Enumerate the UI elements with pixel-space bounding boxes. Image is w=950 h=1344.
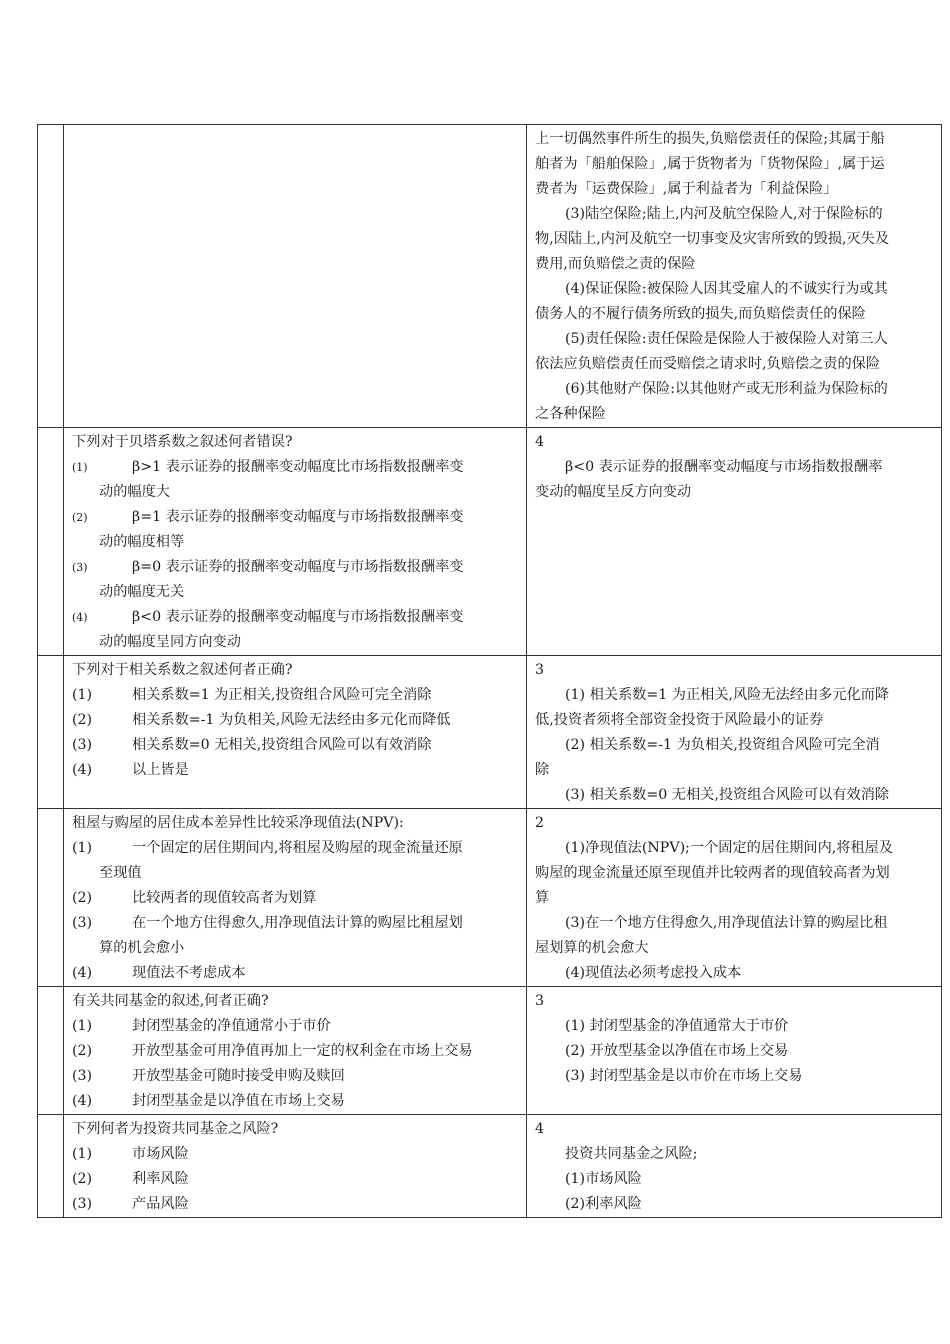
question-cell (64, 987, 527, 1115)
question-title: 租屋与购屋的居住成本差异性比较采净现值法(NPV): (72, 815, 404, 831)
answer-explanation-line: (2) 相关系数=-1 为负相关,投资组合风险可完全消 (565, 737, 880, 753)
question-cell (64, 1115, 527, 1218)
answer-number: 3 (535, 993, 545, 1009)
option-number: (1) (72, 1018, 93, 1034)
question-option (72, 1014, 518, 1039)
answer-explanation-line: (1) 相关系数=1 为正相关,风险无法经由多元化而降 (565, 687, 890, 703)
option-text: 相关系数=0 无相关,投资组合风险可以有效消除 (132, 737, 432, 753)
question-option (72, 836, 518, 886)
option-text-continued: 动的幅度相等 (99, 534, 185, 550)
option-number: (4) (72, 611, 88, 624)
row-index-cell (38, 1115, 64, 1218)
question-option (72, 911, 518, 961)
option-text: β=1 表示证券的报酬率变动幅度与市场指数报酬率变 (132, 509, 464, 525)
qa-table (37, 124, 942, 1218)
table-row (38, 1115, 942, 1218)
option-text: 市场风险 (132, 1146, 189, 1162)
option-text-continued: 动的幅度呈同方向变动 (99, 634, 241, 650)
option-number: (2) (72, 1171, 93, 1187)
question-cell (64, 809, 527, 987)
question-option (72, 1064, 518, 1089)
option-text-continued: 至现值 (99, 865, 142, 881)
question-option (72, 683, 518, 708)
answer-explanation-line: (3)陆空保险;陆上,内河及航空保险人,对于保险标的 (565, 206, 883, 222)
answer-explanation-line: (2)利率风险 (565, 1196, 642, 1212)
option-text: 在一个地方住得愈久,用净现值法计算的购屋比租屋划 (132, 915, 463, 931)
option-number: (3) (72, 561, 88, 574)
answer-cell (527, 987, 942, 1115)
option-text: 现值法不考虑成本 (132, 965, 246, 981)
question-option (72, 961, 518, 986)
qa-table-body (38, 125, 942, 1218)
answer-number: 3 (535, 662, 545, 678)
answer-cell (527, 809, 942, 987)
option-number: (2) (72, 511, 88, 524)
answer-explanation-line: 费者为「运费保险」,属于利益者为「利益保险」 (535, 181, 838, 197)
answer-explanation-line: 变动的幅度呈反方向变动 (535, 484, 692, 500)
question-option (72, 605, 518, 655)
option-number: (3) (72, 737, 93, 753)
answer-cell (527, 125, 942, 428)
row-index-cell (38, 987, 64, 1115)
answer-explanation-line: β<0 表示证券的报酬率变动幅度与市场指数报酬率 (565, 459, 883, 475)
question-option (72, 758, 518, 783)
option-number: (3) (72, 1068, 93, 1084)
answer-number: 2 (535, 815, 545, 831)
answer-explanation-line: 低,投资者须将全部资金投资于风险最小的证券 (535, 712, 824, 728)
question-option (72, 505, 518, 555)
option-number: (1) (72, 687, 93, 703)
option-number: (1) (72, 840, 93, 856)
option-text-continued: 动的幅度大 (99, 484, 170, 500)
option-number: (3) (72, 915, 93, 931)
answer-explanation-line: 购屋的现金流量还原至现值并比较两者的现值较高者为划 (535, 865, 890, 881)
option-text: β=0 表示证券的报酬率变动幅度与市场指数报酬率变 (132, 559, 464, 575)
answer-explanation-line: 债务人的不履行债务所致的损失,而负赔偿责任的保险 (535, 306, 866, 322)
table-row (38, 656, 942, 809)
answer-explanation-line: (3) 封闭型基金是以市价在市场上交易 (565, 1068, 803, 1084)
option-text: 相关系数=1 为正相关,投资组合风险可完全消除 (132, 687, 432, 703)
option-number: (3) (72, 1196, 93, 1212)
row-index-cell (38, 428, 64, 656)
question-option (72, 555, 518, 605)
table-row (38, 987, 942, 1115)
option-text: 以上皆是 (132, 762, 189, 778)
option-number: (2) (72, 712, 93, 728)
option-text: 开放型基金可随时接受申购及赎回 (132, 1068, 345, 1084)
option-text: 封闭型基金的净值通常小于市价 (132, 1018, 331, 1034)
question-option (72, 1192, 518, 1217)
option-number: (1) (72, 461, 88, 474)
answer-explanation-line: 投资共同基金之风险; (565, 1146, 698, 1162)
question-option (72, 733, 518, 758)
option-number: (4) (72, 1093, 93, 1109)
table-row (38, 428, 942, 656)
row-index-cell (38, 656, 64, 809)
question-option (72, 455, 518, 505)
answer-explanation-line: 算 (535, 890, 550, 906)
answer-explanation-line: (1) 封闭型基金的净值通常大于市价 (565, 1018, 789, 1034)
option-number: (2) (72, 890, 93, 906)
table-row (38, 809, 942, 987)
option-number: (1) (72, 1146, 93, 1162)
answer-explanation-line: 之各种保险 (535, 406, 606, 422)
answer-cell (527, 428, 942, 656)
row-index-cell (38, 125, 64, 428)
option-text-continued: 算的机会愈小 (99, 940, 185, 956)
answer-explanation-line: 依法应负赔偿责任而受赔偿之请求时,负赔偿之责的保险 (535, 356, 881, 372)
option-text: β<0 表示证券的报酬率变动幅度与市场指数报酬率变 (132, 609, 464, 625)
option-text: 封闭型基金是以净值在市场上交易 (132, 1093, 345, 1109)
answer-explanation-line: (6)其他财产保险:以其他财产或无形利益为保险标的 (565, 381, 888, 397)
option-text: 开放型基金可用净值再加上一定的权利金在市场上交易 (132, 1043, 473, 1059)
question-option (72, 886, 518, 911)
option-number: (2) (72, 1043, 93, 1059)
option-text: β>1 表示证券的报酬率变动幅度比市场指数报酬率变 (132, 459, 464, 475)
question-option (72, 1167, 518, 1192)
answer-cell (527, 1115, 942, 1218)
answer-explanation-line: 除 (535, 762, 550, 778)
question-cell (64, 656, 527, 809)
answer-explanation-line: (4)保证保险:被保险人因其受雇人的不诚实行为或其 (565, 281, 888, 297)
answer-explanation-line: 上一切偶然事件所生的损失,负赔偿责任的保险;其属于船 (535, 131, 885, 147)
option-text: 利率风险 (132, 1171, 189, 1187)
option-text: 产品风险 (132, 1196, 189, 1212)
answer-explanation-line: (1)市场风险 (565, 1171, 642, 1187)
answer-explanation-line: 费用,而负赔偿之责的保险 (535, 256, 696, 272)
question-option (72, 1142, 518, 1167)
question-title: 有关共同基金的叙述,何者正确? (72, 993, 269, 1009)
answer-explanation-line: 屋划算的机会愈大 (535, 940, 649, 956)
answer-explanation-line: (3)在一个地方住得愈久,用净现值法计算的购屋比租 (565, 915, 888, 931)
question-title: 下列对于相关系数之叙述何者正确? (72, 662, 293, 678)
option-text: 一个固定的居住期间内,将租屋及购屋的现金流量还原 (132, 840, 463, 856)
option-text: 比较两者的现值较高者为划算 (132, 890, 317, 906)
table-row (38, 125, 942, 428)
question-title: 下列何者为投资共同基金之风险? (72, 1121, 279, 1137)
question-option (72, 708, 518, 733)
option-text-continued: 动的幅度无关 (99, 584, 185, 600)
answer-explanation-line: (3) 相关系数=0 无相关,投资组合风险可以有效消除 (565, 787, 890, 803)
answer-number: 4 (535, 1121, 545, 1137)
question-cell (64, 428, 527, 656)
row-index-cell (38, 809, 64, 987)
answer-explanation-line: 物,因陆上,内河及航空一切事变及灾害所致的毁损,灭失及 (535, 231, 890, 247)
answer-explanation-line: (1)净现值法(NPV);一个固定的居住期间内,将租屋及 (565, 840, 894, 856)
option-number: (4) (72, 762, 93, 778)
answer-number: 4 (535, 434, 545, 450)
question-title: 下列对于贝塔系数之叙述何者错误? (72, 434, 293, 450)
answer-explanation-line: (2) 开放型基金以净值在市场上交易 (565, 1043, 789, 1059)
option-number: (4) (72, 965, 93, 981)
answer-explanation-line: (5)责任保险:责任保险是保险人于被保险人对第三人 (565, 331, 888, 347)
answer-explanation-line: 舶者为「船舶保险」,属于货物者为「货物保险」,属于运 (535, 156, 885, 172)
answer-cell (527, 656, 942, 809)
question-option (72, 1039, 518, 1064)
question-cell (64, 125, 527, 428)
answer-explanation-line: (4)现值法必须考虑投入成本 (565, 965, 742, 981)
option-text: 相关系数=-1 为负相关,风险无法经由多元化而降低 (132, 712, 451, 728)
question-option (72, 1089, 518, 1114)
